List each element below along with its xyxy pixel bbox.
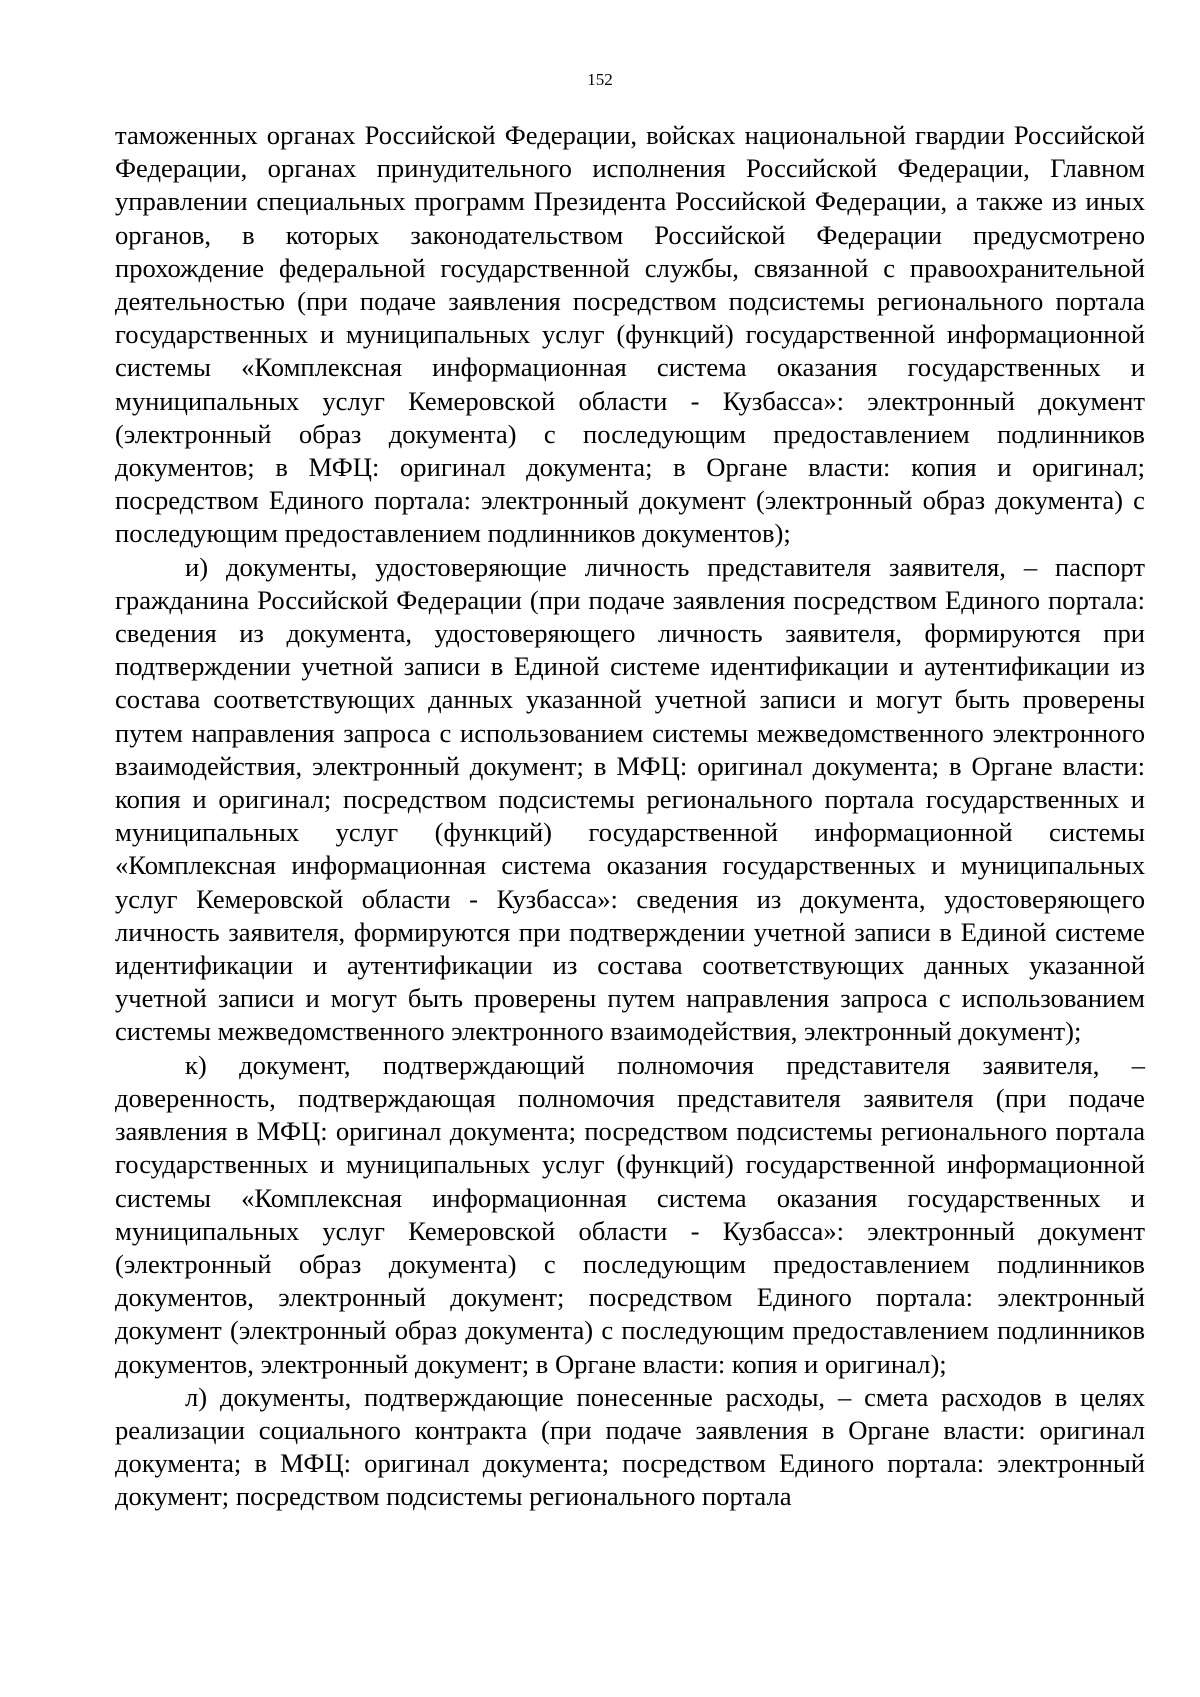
paragraph-item-k: к) документ, подтверждающий полномочия представителя заявителя, – доверенность, подтверждающая полномочия представителя заявителя (при подаче заявления в МФЦ: оригинал документа; посредством подсистемы регионального портала государственных и муниципальных услуг (функций) государственной информационной системы «Комплексная информационная система оказания государственных и муниципальных услуг Кемеровской области - Кузбасса»: электронный документ (электронный образ документа) с последующим предоставлением подлинников документов, электронный документ; посредством Единого портала: электронный документ (электронный образ документа) с последующим предоставлением подлинников документов, электронный документ; в Органе власти: копия и оригинал);	[115, 1049, 1145, 1379]
paragraph-item-i: и) документы, удостоверяющие личность представителя заявителя, – паспорт гражданина Российской Федерации (при подаче заявления посредством Единого портала: сведения из документа, удостоверяющего личность заявителя, формируются при подтверждении учетной записи в Единой системе идентификации и аутентификации из состава соответствующих данных указанной учетной записи и могут быть проверены путем направления запроса с использованием системы межведомственного электронного взаимодействия, электронный документ; в МФЦ: оригинал документа; в Органе власти: копия и оригинал; посредством подсистемы регионального портала государственных и муниципальных услуг (функций) государственной информационной системы «Комплексная информационная система оказания государственных и муниципальных услуг Кемеровской области - Кузбасса»: сведения из документа, удостоверяющего личность заявителя, формируются при подтверждении учетной записи в Единой системе идентификации и аутентификации из состава соответствующих данных указанной учетной записи и могут быть проверены путем направления запроса с использованием системы межведомственного электронного взаимодействия, электронный документ);	[115, 551, 1145, 1047]
paragraph-continuation: таможенных органах Российской Федерации, войсках национальной гвардии Российской Федерации, органах принудительного исполнения Российской Федерации, Главном управлении специальных программ Президента Российской Федерации, а также из иных органов, в которых законодательством Российской Федерации предусмотрено прохождение федеральной государственной службы, связанной с правоохранительной деятельностью (при подаче заявления посредством подсистемы регионального портала государственных и муниципальных услуг (функций) государственной информационной системы «Комплексная информационная система оказания государственных и муниципальных услуг Кемеровской области - Кузбасса»: электронный документ (электронный образ документа) с последующим предоставлением подлинников документов; в МФЦ: оригинал документа; в Органе власти: копия и оригинал; посредством Единого портала: электронный документ (электронный образ документа) с последующим предоставлением подлинников документов);	[115, 120, 1145, 549]
page-number: 152	[587, 70, 613, 89]
paragraph-item-l: л) документы, подтверждающие понесенные расходы, – смета расходов в целях реализации социального контракта (при подаче заявления в Органе власти: оригинал документа; в МФЦ: оригинал документа; посредством Единого портала: электронный документ; посредством подсистемы регионального портала	[115, 1381, 1145, 1512]
document-body	[115, 119, 1145, 1514]
